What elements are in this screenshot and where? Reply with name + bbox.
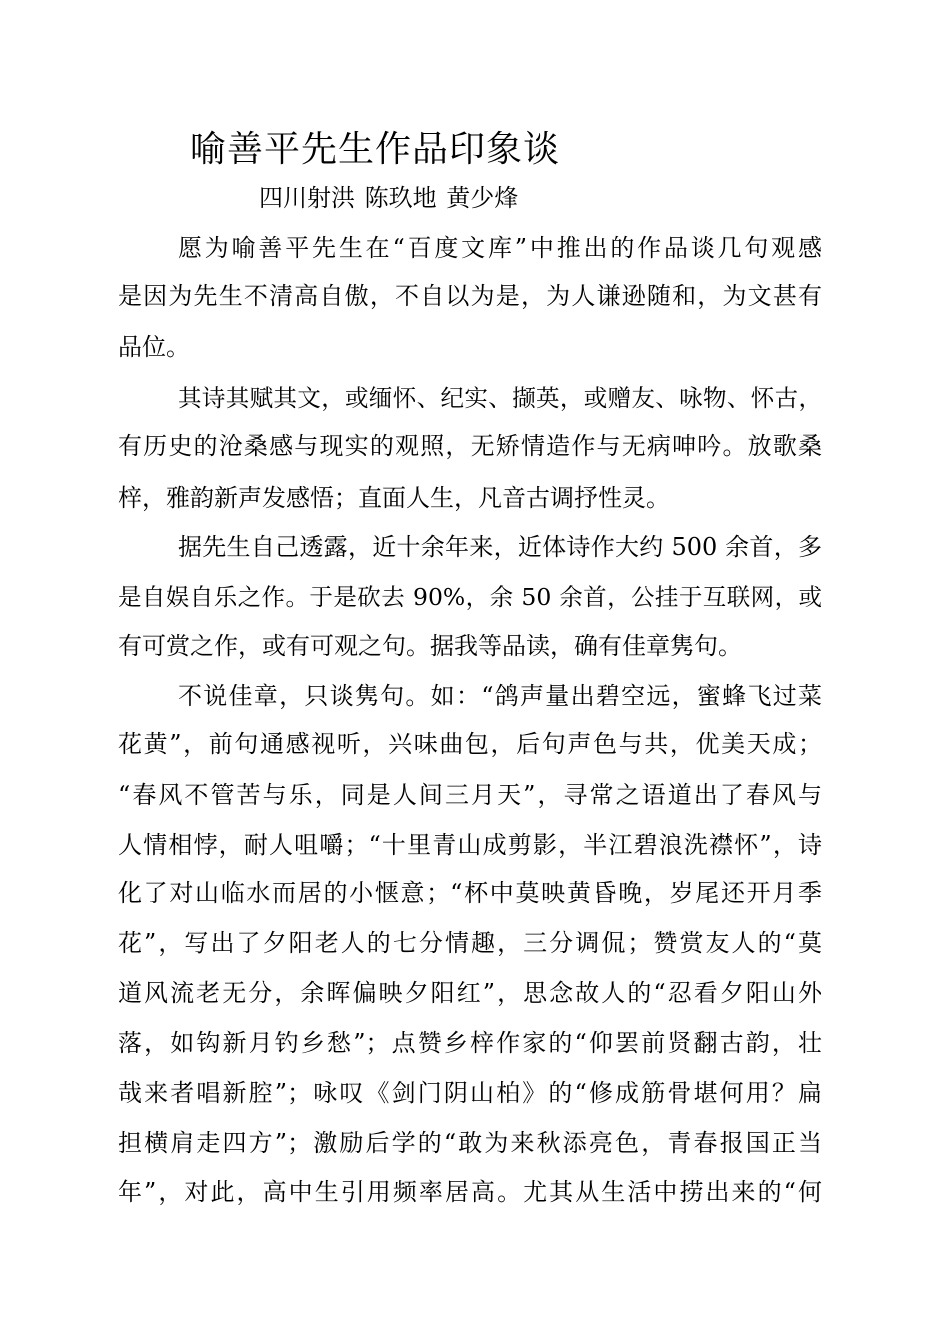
paragraph-4-line-9: 哉来者唱新腔”；咏叹《剑门阴山柏》的“修成筋骨堪何用？扁	[118, 1079, 822, 1107]
paragraph-4-line-1: 不说佳章，只谈隽句。如：“鸽声量出碧空远，蜜蜂飞过菜	[178, 682, 822, 710]
paragraph-4-line-2: 花黄”，前句通感视听，兴味曲包，后句声色与共，优美天成；	[118, 730, 822, 758]
paragraph-4-line-10: 担横肩走四方”；激励后学的“敢为来秋添亮色，青春报国正当	[118, 1129, 822, 1157]
document-title: 喻善平先生作品印象谈	[190, 129, 561, 170]
paragraph-4-line-7: 道风流老无分，余晖偏映夕阳红”，思念故人的“忍看夕阳山外	[118, 979, 822, 1007]
paragraph-3-line-2: 是自娱自乐之作。于是砍去 90%，余 50 余首，公挂于互联网，或	[118, 583, 822, 611]
paragraph-4-line-6: 花”，写出了夕阳老人的七分情趣，三分调侃；赞赏友人的“莫	[118, 929, 822, 957]
paragraph-1-line-3: 品位。	[118, 333, 190, 361]
paragraph-3-line-1: 据先生自己透露，近十余年来，近体诗作大约 500 余首，多	[178, 533, 822, 561]
paragraph-1-line-2: 是因为先生不清高自傲，不自以为是，为人谦逊随和，为文甚有	[118, 282, 822, 310]
paragraph-1-line-1: 愿为喻善平先生在“百度文库”中推出的作品谈几句观感	[178, 234, 822, 262]
paragraph-2-line-3: 梓，雅韵新声发感悟；直面人生，凡音古调抒性灵。	[118, 484, 670, 512]
paragraph-4-line-5: 化了对山临水而居的小惬意；“杯中莫映黄昏晚，岁尾还开月季	[118, 879, 822, 907]
paragraph-4-line-3: “春风不管苦与乐，同是人间三月天”，寻常之语道出了春风与	[118, 781, 822, 809]
paragraph-4-line-4: 人情相悖，耐人咀嚼；“十里青山成剪影，半江碧浪洗襟怀”，诗	[118, 831, 822, 859]
paragraph-2-line-2: 有历史的沧桑感与现实的观照，无矫情造作与无病呻吟。放歌桑	[118, 432, 822, 460]
paragraph-4-line-11: 年”，对此，高中生引用频率居高。尤其从生活中捞出来的“何	[118, 1178, 822, 1206]
paragraph-3-line-3: 有可赏之作，或有可观之句。据我等品读，确有佳章隽句。	[118, 632, 742, 660]
document-authors: 四川射洪 陈玖地 黄少烽	[259, 184, 519, 212]
paragraph-2-line-1: 其诗其赋其文，或缅怀、纪实、撷英，或赠友、咏物、怀古，	[178, 384, 822, 412]
paragraph-4-line-8: 落，如钩新月钓乡愁”；点赞乡梓作家的“仰罢前贤翻古韵，壮	[118, 1029, 822, 1057]
